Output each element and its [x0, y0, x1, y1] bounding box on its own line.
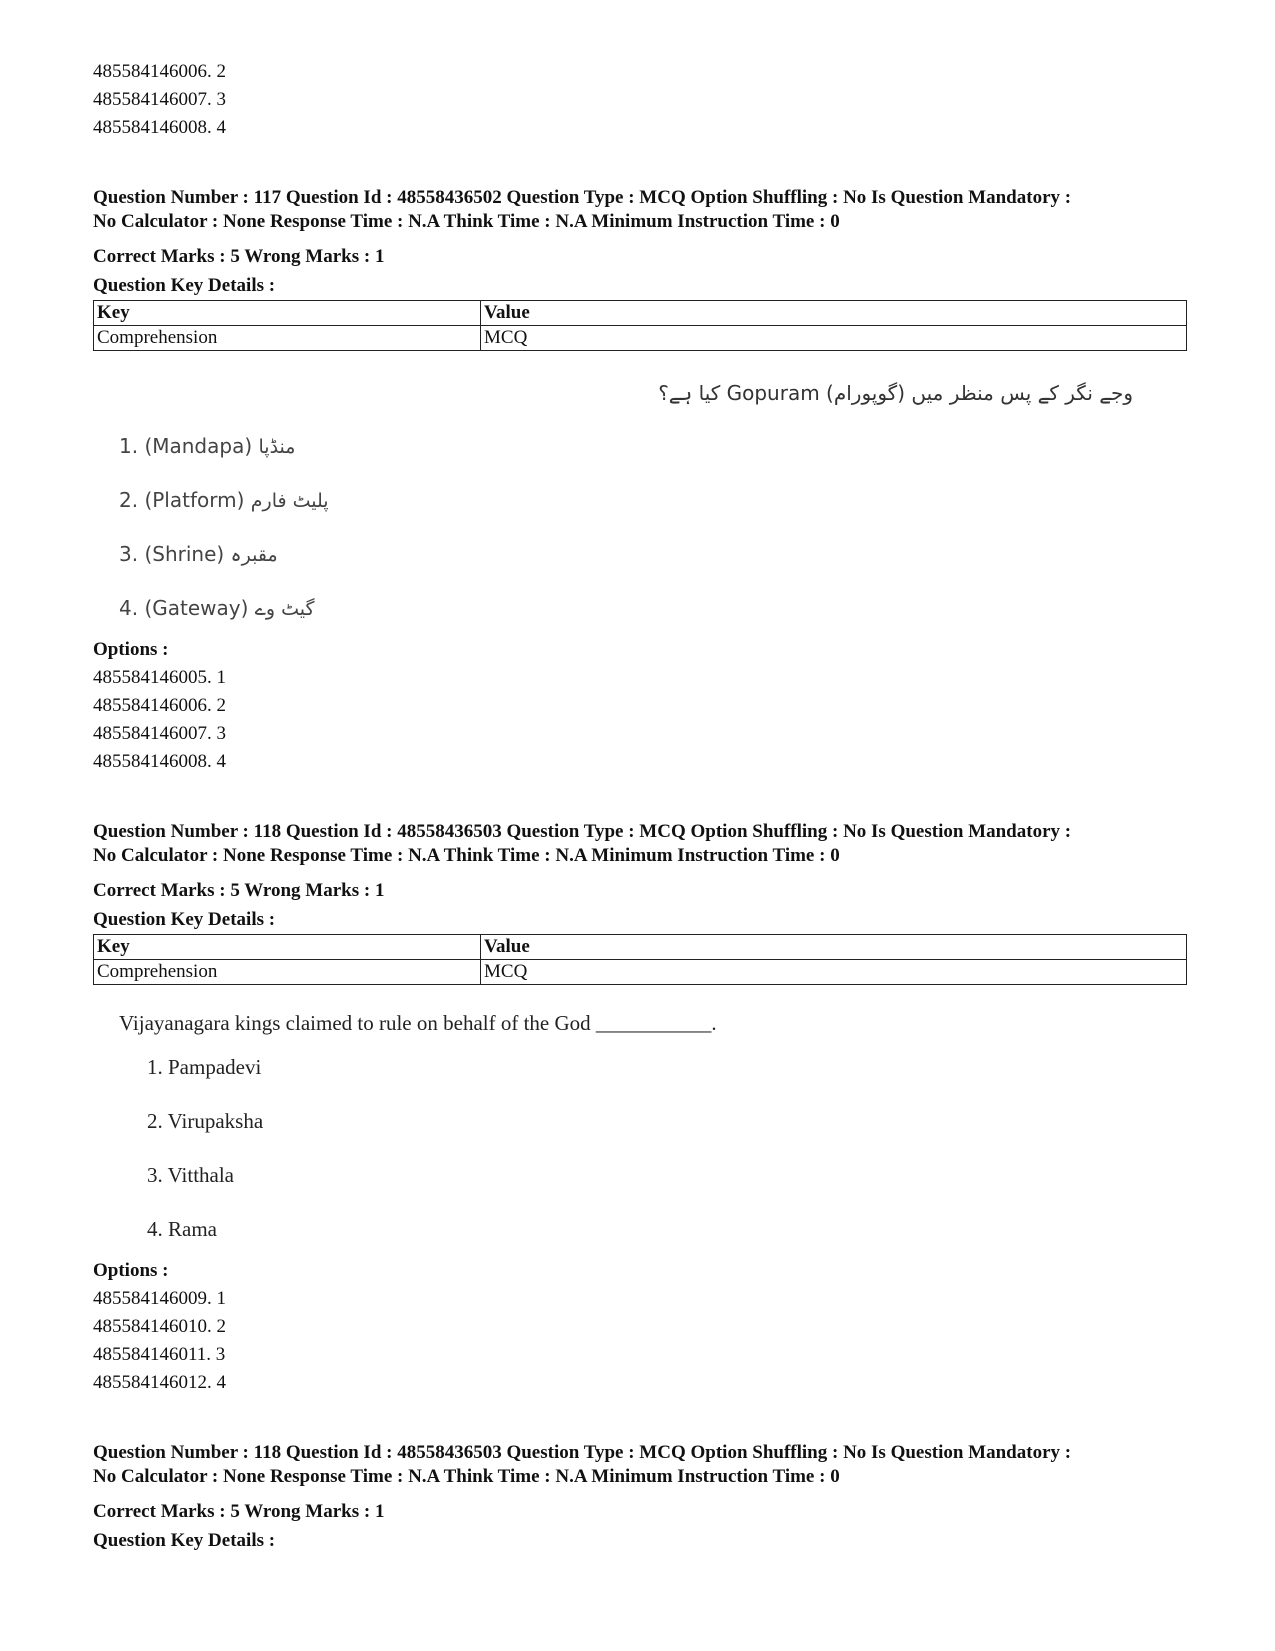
question-118-repeat-block	[93, 1441, 1188, 1555]
question-choices	[93, 419, 1188, 635]
option-line: 485584146012. 4	[93, 1372, 226, 1393]
document-page	[93, 58, 1188, 1555]
table-header-value: Value	[481, 301, 1187, 326]
question-header-line-1: Question Number : 117 Question Id : 48558436502 Question Type : MCQ Option Shuffling : No Is Question Mandatory :	[93, 187, 1072, 208]
table-cell-value: MCQ	[481, 326, 1187, 351]
marks-line: Correct Marks : 5 Wrong Marks : 1	[93, 246, 385, 267]
question-choices	[93, 1040, 1188, 1256]
choice-item: 1. Pampadevi	[147, 1055, 262, 1079]
choice-label: 4. (Gateway)	[119, 596, 249, 620]
key-details-label: Question Key Details :	[93, 1530, 276, 1551]
table-header-key: Key	[94, 301, 481, 326]
question-header-line-1: Question Number : 118 Question Id : 48558436503 Question Type : MCQ Option Shuffling : No Is Question Mandatory :	[93, 821, 1072, 842]
choice-item	[119, 473, 1188, 527]
option-line: 485584146005. 1	[93, 667, 226, 688]
choice-urdu-text: گیٹ وے	[254, 598, 315, 620]
question-118-block	[93, 820, 1188, 1397]
key-details-table	[93, 300, 1187, 351]
option-line: 485584146007. 3	[93, 723, 226, 744]
previous-options-list	[93, 58, 1188, 142]
table-header-row	[94, 935, 1187, 960]
options-list	[93, 1285, 1188, 1397]
key-details-label: Question Key Details :	[93, 909, 276, 930]
question-text-urdu: وجے نگر کے پس منظر میں (گوپورام) Gopuram کیا ہے؟	[658, 381, 1133, 405]
choice-label: 2. (Platform)	[119, 488, 245, 512]
table-header-key: Key	[94, 935, 481, 960]
choice-item	[119, 419, 1188, 473]
table-header-row	[94, 301, 1187, 326]
choice-label: 1. (Mandapa)	[119, 434, 253, 458]
table-row	[94, 960, 1187, 985]
option-line: 485584146009. 1	[93, 1288, 226, 1309]
key-details-table	[93, 934, 1187, 985]
marks-line: Correct Marks : 5 Wrong Marks : 1	[93, 880, 385, 901]
choice-item: 3. Vitthala	[147, 1163, 235, 1187]
question-header-line-2: No Calculator : None Response Time : N.A Think Time : N.A Minimum Instruction Time : 0	[93, 211, 840, 232]
options-list	[93, 664, 1188, 776]
question-117-block	[93, 186, 1188, 776]
question-header	[93, 820, 1188, 868]
question-header-line-2: No Calculator : None Response Time : N.A Think Time : N.A Minimum Instruction Time : 0	[93, 845, 840, 866]
choice-label: 3. (Shrine)	[119, 542, 225, 566]
options-label: Options :	[93, 639, 169, 660]
table-header-value: Value	[481, 935, 1187, 960]
option-line: 485584146007. 3	[93, 89, 226, 110]
question-header-line-2: No Calculator : None Response Time : N.A Think Time : N.A Minimum Instruction Time : 0	[93, 1466, 840, 1487]
table-cell-key: Comprehension	[94, 326, 481, 351]
option-line: 485584146008. 4	[93, 751, 226, 772]
question-text: Vijayanagara kings claimed to rule on behalf of the God ___________.	[119, 1011, 717, 1035]
question-header	[93, 186, 1188, 234]
key-details-label: Question Key Details :	[93, 275, 276, 296]
question-header-line-1: Question Number : 118 Question Id : 48558436503 Question Type : MCQ Option Shuffling : No Is Question Mandatory :	[93, 1442, 1072, 1463]
choice-item: 2. Virupaksha	[147, 1109, 264, 1133]
options-label: Options :	[93, 1260, 169, 1281]
question-header	[93, 1441, 1188, 1489]
table-cell-key: Comprehension	[94, 960, 481, 985]
choice-item: 4. Rama	[147, 1217, 217, 1241]
option-line: 485584146011. 3	[93, 1344, 226, 1365]
choice-item	[119, 581, 1188, 635]
table-cell-value: MCQ	[481, 960, 1187, 985]
choice-item	[119, 527, 1188, 581]
option-line: 485584146010. 2	[93, 1316, 226, 1337]
marks-line: Correct Marks : 5 Wrong Marks : 1	[93, 1501, 385, 1522]
option-line: 485584146006. 2	[93, 61, 226, 82]
option-line: 485584146008. 4	[93, 117, 226, 138]
choice-urdu-text: منڈپا	[258, 436, 296, 458]
table-row	[94, 326, 1187, 351]
option-line: 485584146006. 2	[93, 695, 226, 716]
choice-urdu-text: پلیٹ فارم	[250, 490, 329, 512]
choice-urdu-text: مقبرہ	[230, 544, 278, 566]
